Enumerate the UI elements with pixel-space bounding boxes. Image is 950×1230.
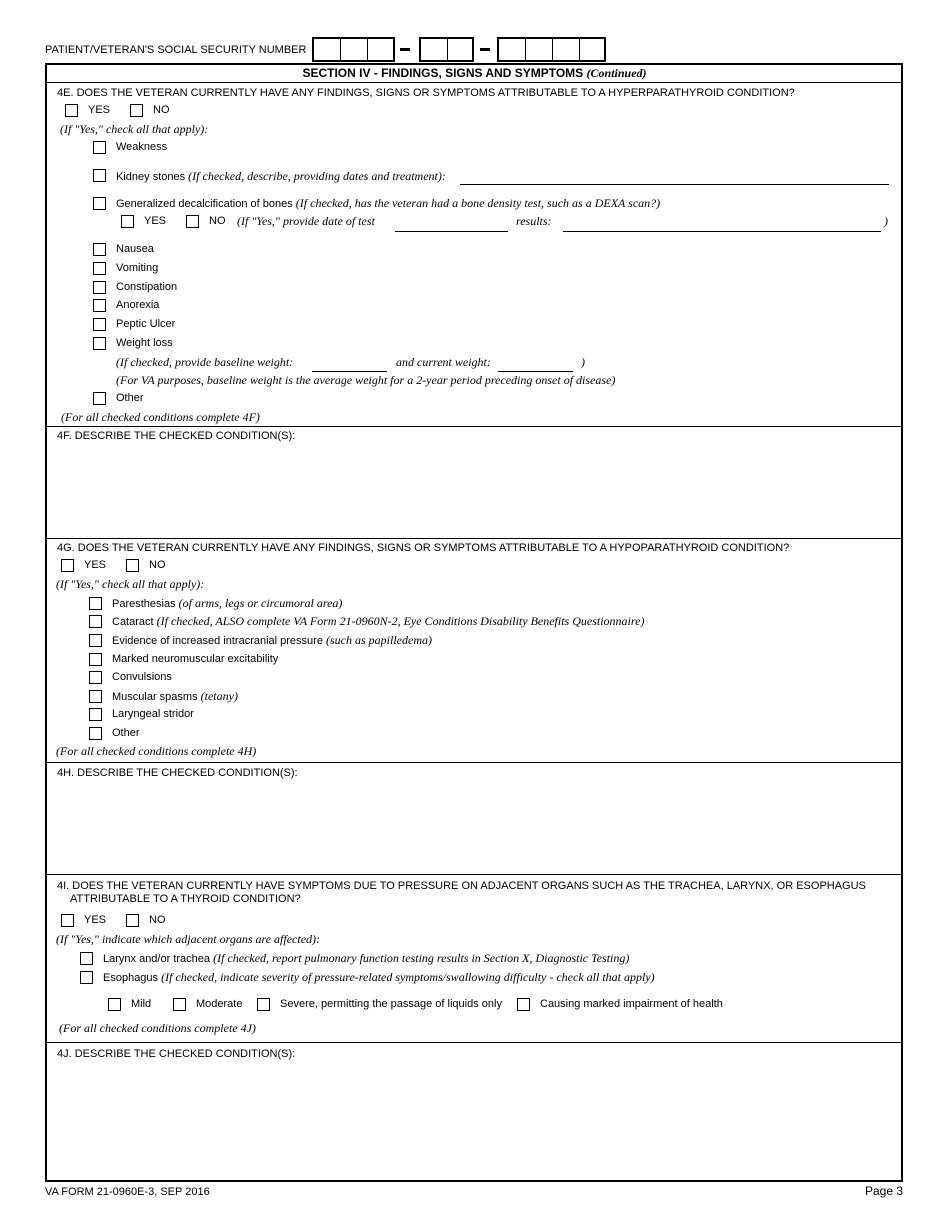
baseline-weight-note: (For VA purposes, baseline weight is the average weight for a 2-year period preceding onset of disease) bbox=[116, 373, 616, 387]
4g-check-all-note: (If "Yes," check all that apply): bbox=[56, 577, 205, 591]
4e-no-label: NO bbox=[153, 104, 170, 116]
weight-loss-label: Weight loss bbox=[116, 337, 173, 349]
mild-checkbox[interactable] bbox=[108, 998, 121, 1011]
dexa-results-field[interactable] bbox=[563, 231, 881, 232]
current-weight-label: and current weight: bbox=[396, 355, 491, 369]
nausea-checkbox[interactable] bbox=[93, 243, 106, 256]
page-number: Page 3 bbox=[865, 1184, 904, 1198]
4i-no-checkbox[interactable] bbox=[126, 914, 139, 927]
weakness-checkbox[interactable] bbox=[93, 141, 106, 154]
mild-label: Mild bbox=[131, 998, 152, 1010]
question-4i-line1: 4I. DOES THE VETERAN CURRENTLY HAVE SYMPTOMS DUE TO PRESSURE ON ADJACENT ORGANS SUCH AS THE TRACHEA, LARYNX, OR ESOPHAGUS bbox=[57, 880, 866, 892]
moderate-checkbox[interactable] bbox=[173, 998, 186, 1011]
anorexia-label: Anorexia bbox=[116, 299, 160, 311]
4g-other-label: Other bbox=[112, 727, 140, 739]
marked-impairment-label: Causing marked impairment of health bbox=[540, 998, 723, 1010]
dexa-date-field[interactable] bbox=[395, 231, 508, 232]
4g-no-label: NO bbox=[149, 559, 166, 571]
4g-yes-label: YES bbox=[84, 559, 107, 571]
4e-yes-checkbox[interactable] bbox=[65, 104, 78, 117]
marked-impairment-checkbox[interactable] bbox=[517, 998, 530, 1011]
current-weight-field[interactable] bbox=[498, 371, 573, 372]
larynx-trachea-checkbox[interactable] bbox=[80, 952, 93, 965]
decalcification-checkbox[interactable] bbox=[93, 197, 106, 210]
nausea-label: Nausea bbox=[116, 243, 154, 255]
neuromuscular-label: Marked neuromuscular excitability bbox=[112, 653, 279, 665]
4f-label: 4F. DESCRIBE THE CHECKED CONDITION(S): bbox=[57, 430, 296, 442]
4h-description-field[interactable] bbox=[47, 782, 902, 874]
weakness-label: Weakness bbox=[116, 141, 168, 153]
muscular-spasms-checkbox[interactable] bbox=[89, 690, 102, 703]
divider bbox=[47, 426, 902, 427]
intracranial-checkbox[interactable] bbox=[89, 634, 102, 647]
dexa-close-paren: ) bbox=[884, 214, 888, 228]
dexa-yes-checkbox[interactable] bbox=[121, 215, 134, 228]
dexa-no-label: NO bbox=[209, 215, 226, 227]
4g-yes-checkbox[interactable] bbox=[61, 559, 74, 572]
ssn-group-field[interactable] bbox=[419, 37, 474, 62]
ssn-area-field[interactable] bbox=[312, 37, 395, 62]
4e-other-label: Other bbox=[116, 392, 144, 404]
4j-description-field[interactable] bbox=[47, 1063, 902, 1179]
dexa-date-label: (If "Yes," provide date of test bbox=[237, 214, 375, 228]
decalcification-label: Generalized decalcification of bones (If checked, has the veteran had a bone density test, such as a DEXA scan?) bbox=[116, 196, 661, 210]
4i-complete-note: (For all checked conditions complete 4J) bbox=[59, 1021, 256, 1035]
esophagus-checkbox[interactable] bbox=[80, 971, 93, 984]
form-number: VA FORM 21-0960E-3, SEP 2016 bbox=[45, 1186, 210, 1198]
vomiting-label: Vomiting bbox=[116, 262, 159, 274]
4i-yes-checkbox[interactable] bbox=[61, 914, 74, 927]
4f-description-field[interactable] bbox=[47, 445, 902, 538]
question-4g: 4G. DOES THE VETERAN CURRENTLY HAVE ANY FINDINGS, SIGNS OR SYMPTOMS ATTRIBUTABLE TO A HYPOPARATHYROID CONDITION? bbox=[57, 542, 790, 554]
4e-complete-note: (For all checked conditions complete 4F) bbox=[61, 410, 260, 424]
ssn-dash bbox=[480, 48, 490, 51]
4i-no-label: NO bbox=[149, 914, 166, 926]
question-4e: 4E. DOES THE VETERAN CURRENTLY HAVE ANY FINDINGS, SIGNS OR SYMPTOMS ATTRIBUTABLE TO A HYPERPARATHYROID CONDITION? bbox=[57, 87, 795, 99]
4j-label: 4J. DESCRIBE THE CHECKED CONDITION(S): bbox=[57, 1048, 296, 1060]
weight-close-paren: ) bbox=[581, 355, 585, 369]
severe-label: Severe, permitting the passage of liquids only bbox=[280, 998, 502, 1010]
esophagus-label: Esophagus (If checked, indicate severity of pressure-related symptoms/swallowing difficulty - check all that apply) bbox=[103, 970, 655, 984]
weight-loss-checkbox[interactable] bbox=[93, 337, 106, 350]
section-title: SECTION IV - FINDINGS, SIGNS AND SYMPTOMS (Continued) bbox=[302, 66, 647, 80]
kidney-stones-label: Kidney stones (If checked, describe, providing dates and treatment): bbox=[116, 169, 446, 183]
ssn-dash bbox=[400, 48, 410, 51]
intracranial-label: Evidence of increased intracranial pressure (such as papilledema) bbox=[112, 633, 432, 647]
dexa-no-checkbox[interactable] bbox=[186, 215, 199, 228]
4i-indicate-note: (If "Yes," indicate which adjacent organs are affected): bbox=[56, 932, 321, 946]
neuromuscular-checkbox[interactable] bbox=[89, 653, 102, 666]
vomiting-checkbox[interactable] bbox=[93, 262, 106, 275]
larynx-trachea-label: Larynx and/or trachea (If checked, report pulmonary function testing results in Section X, Diagnostic Testing) bbox=[103, 951, 630, 965]
paresthesias-checkbox[interactable] bbox=[89, 597, 102, 610]
laryngeal-stridor-checkbox[interactable] bbox=[89, 708, 102, 721]
dexa-yes-label: YES bbox=[144, 215, 167, 227]
kidney-stones-field[interactable] bbox=[460, 184, 889, 185]
convulsions-checkbox[interactable] bbox=[89, 671, 102, 684]
cataract-label: Cataract (If checked, ALSO complete VA Form 21-0960N-2, Eye Conditions Disability Benefits Questionnaire) bbox=[112, 614, 645, 628]
peptic-ulcer-checkbox[interactable] bbox=[93, 318, 106, 331]
baseline-weight-label: (If checked, provide baseline weight: bbox=[116, 355, 294, 369]
divider bbox=[47, 762, 902, 763]
constipation-checkbox[interactable] bbox=[93, 281, 106, 294]
4e-check-all-note: (If "Yes," check all that apply): bbox=[60, 122, 209, 136]
kidney-stones-checkbox[interactable] bbox=[93, 169, 106, 182]
dexa-results-label: results: bbox=[516, 214, 552, 228]
4e-no-checkbox[interactable] bbox=[130, 104, 143, 117]
moderate-label: Moderate bbox=[196, 998, 243, 1010]
convulsions-label: Convulsions bbox=[112, 671, 172, 683]
anorexia-checkbox[interactable] bbox=[93, 299, 106, 312]
4h-label: 4H. DESCRIBE THE CHECKED CONDITION(S): bbox=[57, 767, 298, 779]
4g-complete-note: (For all checked conditions complete 4H) bbox=[56, 744, 257, 758]
severe-checkbox[interactable] bbox=[257, 998, 270, 1011]
4e-other-checkbox[interactable] bbox=[93, 392, 106, 405]
divider bbox=[47, 1042, 902, 1043]
divider bbox=[47, 82, 902, 83]
laryngeal-stridor-label: Laryngeal stridor bbox=[112, 708, 194, 720]
divider bbox=[47, 874, 902, 875]
ssn-label: PATIENT/VETERAN'S SOCIAL SECURITY NUMBER bbox=[45, 44, 307, 56]
question-4i-line2: ATTRIBUTABLE TO A THYROID CONDITION? bbox=[70, 893, 301, 905]
ssn-serial-field[interactable] bbox=[497, 37, 606, 62]
divider bbox=[47, 538, 902, 539]
peptic-ulcer-label: Peptic Ulcer bbox=[116, 318, 176, 330]
paresthesias-label: Paresthesias (of arms, legs or circumoral area) bbox=[112, 596, 343, 610]
constipation-label: Constipation bbox=[116, 281, 178, 293]
4g-other-checkbox[interactable] bbox=[89, 727, 102, 740]
baseline-weight-field[interactable] bbox=[312, 371, 387, 372]
cataract-checkbox[interactable] bbox=[89, 615, 102, 628]
4e-yes-label: YES bbox=[88, 104, 111, 116]
4g-no-checkbox[interactable] bbox=[126, 559, 139, 572]
muscular-spasms-label: Muscular spasms (tetany) bbox=[112, 689, 238, 703]
4i-yes-label: YES bbox=[84, 914, 107, 926]
